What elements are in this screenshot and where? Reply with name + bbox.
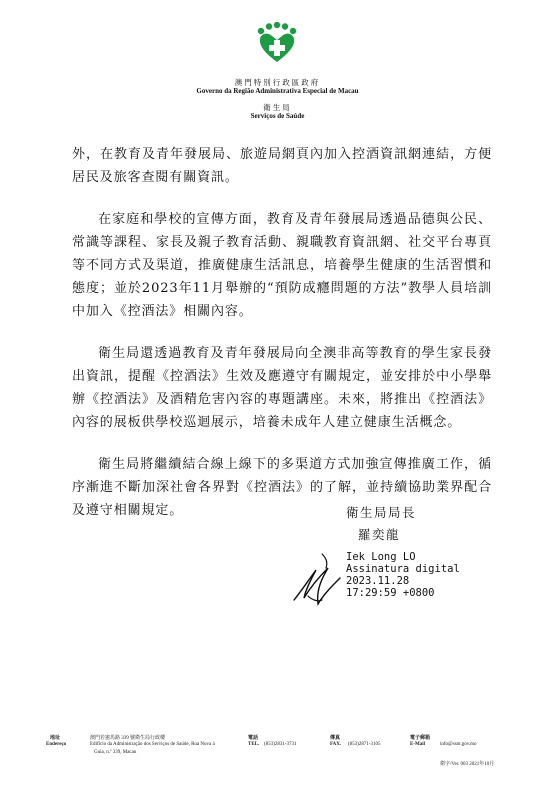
- paragraph-1: 外，在教育及青年發展局、旅遊局網頁內加入控酒資訊網連結，方便居民及旅客查閱有關資訊。: [72, 147, 492, 185]
- address-line-3: Guia, n.º 339, Macau: [94, 750, 137, 755]
- letterhead-footer: [0, 732, 555, 786]
- digital-signature-time: 17:29:59 +0800: [346, 587, 435, 599]
- address-line-1: 澳門若憲馬路 339 號衛生局行政樓: [90, 736, 166, 741]
- fax-value: (853)2871-3105: [348, 742, 381, 747]
- email-value: info@ssm.gov.mo: [440, 742, 477, 747]
- digital-signature-date: 2023.11.28: [346, 575, 410, 587]
- tel-label-pt: TEL.: [248, 742, 260, 747]
- address-line-2: Edifício da Administração dos Serviços de Saúde, Rua Nova à: [90, 742, 215, 747]
- paragraph-3: 衛生局還透過教育及青年發展局向全澳非高等教育的學生家長發出資訊，提醒《控酒法》生效及應遵守有關規定，並安排於中小學舉辦《控酒法》及酒精危害內容的專題講座。未來，將推出《控酒法》內容的展板供學校巡迴展示，培養未成年人建立健康生活概念。: [72, 346, 492, 430]
- tel-label-zh: 電話: [248, 736, 259, 741]
- department-name-portuguese: Serviços de Saúde: [250, 112, 305, 120]
- address-label-zh: 地址: [50, 736, 61, 741]
- signatory-name: 羅奕龍: [358, 527, 401, 542]
- signatory-title: 衛生局局長: [346, 505, 417, 520]
- letter-body: [72, 143, 492, 541]
- paragraph-2: 在家庭和學校的宣傳方面，教育及青年發展局透過品德與公民、常識等課程、家長及親子教育活動、親職教育資訊網、社交平台專頁等不同方式及渠道，推廣健康生活訊息，培養學生健康的生活習慣和態度；並於2023年11月舉辦的“預防成癮問題的方法”教學人員培訓中加入《控酒法》相關內容。: [72, 212, 492, 319]
- email-label-pt: E-Mail: [410, 742, 425, 747]
- handwritten-signature: [288, 548, 352, 610]
- tel-value: (853)2831-3731: [264, 742, 297, 747]
- government-name-portuguese: Governo da Região Administrativa Especial de Macau: [196, 87, 359, 95]
- fax-label-pt: FAX.: [330, 742, 342, 747]
- digital-signature-block: [346, 551, 460, 599]
- digital-signature-name: Iek Long LO: [346, 551, 416, 563]
- address-label-pt: Endereço: [46, 742, 67, 747]
- form-version: 衛字/Ver. 003 2021年10月: [440, 762, 495, 767]
- digital-signature-label: Assinatura digital: [346, 563, 460, 575]
- fax-label-zh: 傳真: [330, 736, 341, 741]
- email-label-zh: 電子郵箱: [410, 736, 431, 741]
- department-name-chinese: 衛生局: [263, 103, 292, 112]
- health-bureau-logo: [257, 22, 297, 64]
- paragraph-4: 衛生局將繼續結合線上線下的多渠道方式加強宣傳推廣工作，循序漸進不斷加深社會各界對《控酒法》的了解，並持續協助業界配合及遵守相關規定。: [72, 457, 492, 518]
- government-name-chinese: 澳門特別行政區政府: [234, 78, 321, 87]
